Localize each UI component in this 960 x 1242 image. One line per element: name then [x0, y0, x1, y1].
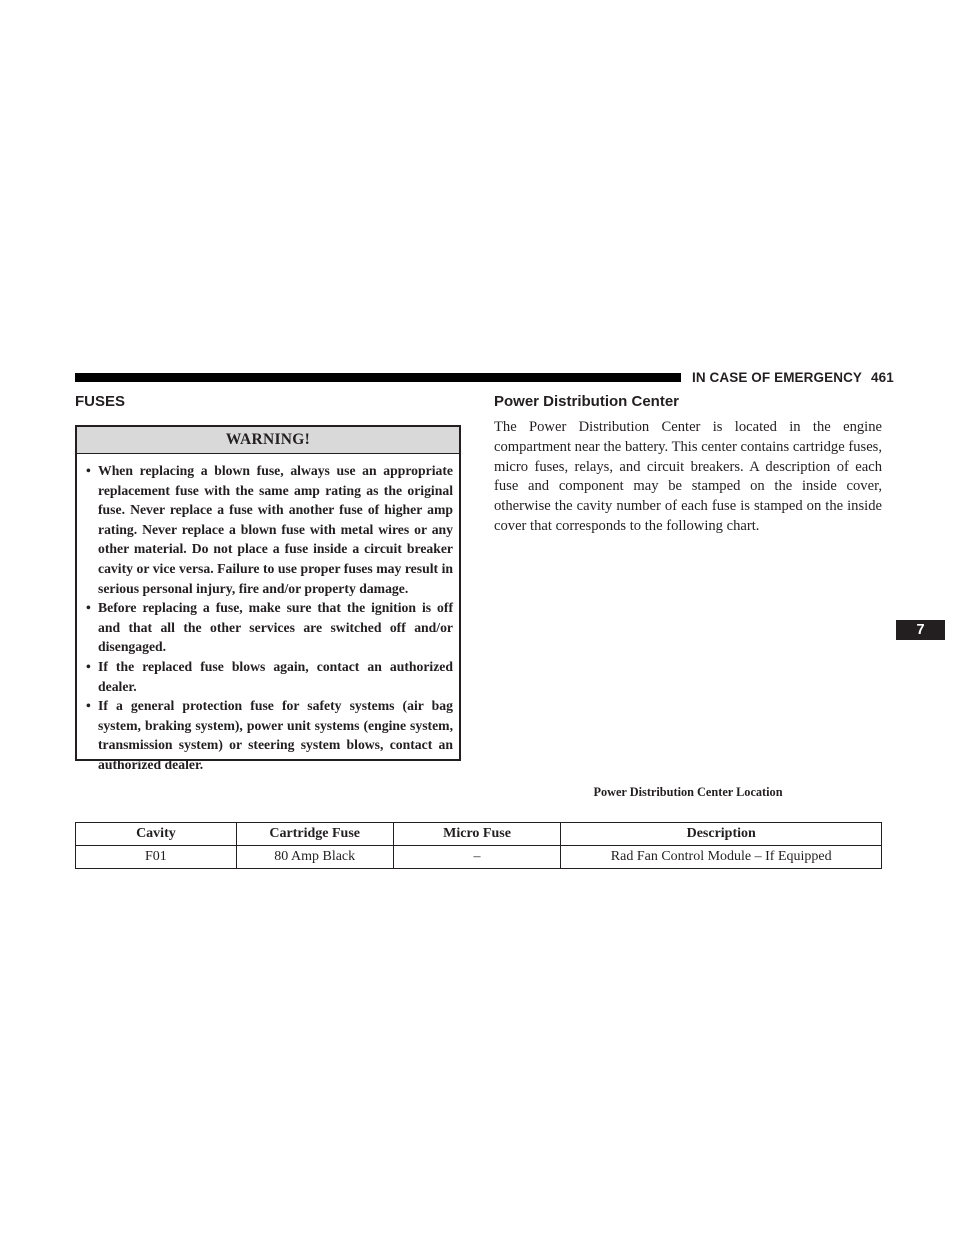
cell-cartridge-fuse: 80 Amp Black — [236, 846, 393, 869]
column-header-description: Description — [561, 823, 882, 846]
page-number: 461 — [871, 370, 894, 385]
warning-item: • If a general protection fuse for safety systems (air bag system, braking system), power unit systems (engine system, transmission system) or steering system blows, contact an authorized dealer. — [98, 696, 453, 774]
subsection-title: Power Distribution Center — [494, 393, 680, 410]
column-header-cartridge-fuse: Cartridge Fuse — [236, 823, 393, 846]
column-header-micro-fuse: Micro Fuse — [393, 823, 561, 846]
cell-cavity: F01 — [76, 846, 237, 869]
warning-box — [75, 425, 461, 772]
warning-list — [77, 454, 459, 775]
warning-item: • Before replacing a fuse, make sure that the ignition is off and that all the other services are switched off and/or disengaged. — [98, 598, 453, 657]
header-rule — [75, 373, 681, 382]
warning-item: • If the replaced fuse blows again, contact an authorized dealer. — [98, 657, 453, 696]
warning-heading: WARNING! — [77, 427, 459, 454]
body-paragraph: The Power Distribution Center is located in the engine compartment near the battery. This center contains cartridge fuses, micro fuses, relays, and circuit breakers. A description of each fuse and component may be stamped on the inside cover, otherwise the cavity number of each fuse is stamped on the inside cover that corresponds to the following chart. — [494, 419, 882, 534]
figure-caption: Power Distribution Center Location — [593, 785, 783, 799]
cell-micro-fuse: – — [393, 846, 561, 869]
section-title: FUSES — [75, 393, 126, 410]
running-header — [692, 370, 894, 385]
table-header-row — [76, 823, 882, 846]
chapter-tab: 7 — [896, 620, 945, 640]
header-section-title: IN CASE OF EMERGENCY — [692, 370, 863, 385]
warning-item: • When replacing a blown fuse, always use an appropriate replacement fuse with the same amp rating as the original fuse. Never replace a fuse with another fuse of higher amp rating. Never replace a blown fuse with metal wires or any other material. Do not place a fuse inside a circuit breaker cavity or vice versa. Failure to use proper fuses may result in serious personal injury, fire and/or property damage. — [98, 461, 453, 598]
table-row — [76, 846, 882, 869]
cell-description: Rad Fan Control Module – If Equipped — [561, 846, 882, 869]
fuse-table — [75, 822, 882, 869]
column-header-cavity: Cavity — [76, 823, 237, 846]
